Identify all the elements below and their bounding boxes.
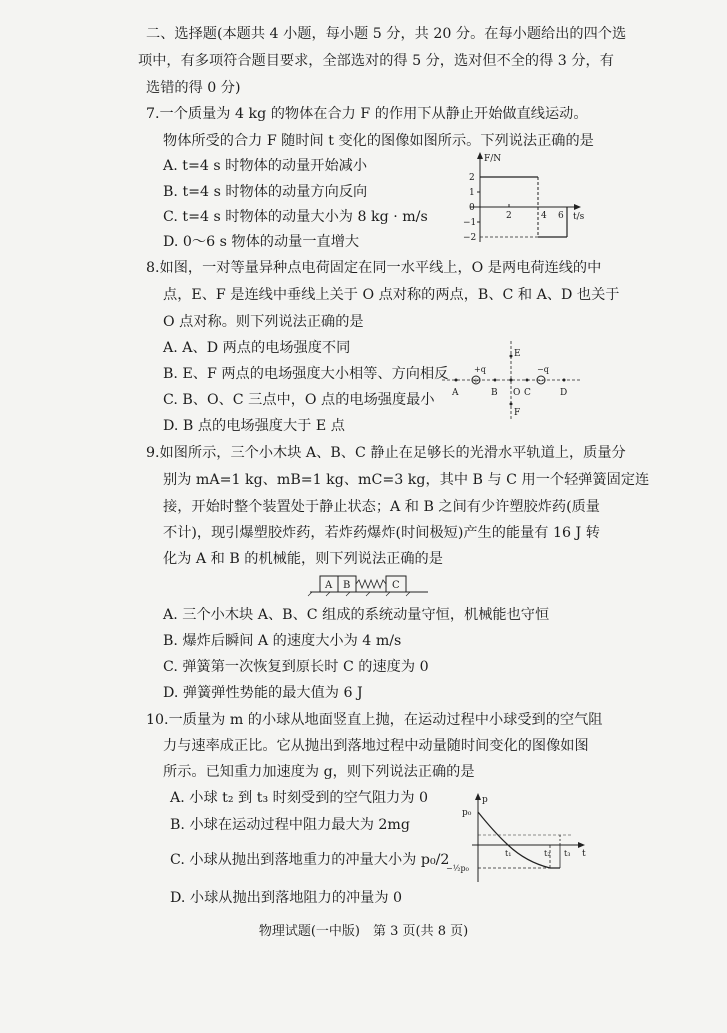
q10-stem-2: 力与速率成正比。它从抛出到落地过程中动量随时间变化的图像如图 [163,738,589,754]
q8-option-a: A. A、D 两点的电场强度不同 [163,340,351,356]
q7-stem-2: 物体所受的合力 F 随时间 t 变化的图像如图所示。下列说法正确的是 [163,133,594,149]
q9-block-a: A [325,580,333,591]
svg-text:−: − [538,377,544,385]
q7-x-axis-label: t/s [573,212,585,222]
q8-point-o: O [513,388,521,398]
q9-blocks-diagram [310,572,430,598]
q8-point-e: E [514,349,521,359]
q8-option-d: D. B 点的电场强度大于 E 点 [163,418,345,434]
q8-point-f: F [514,408,521,418]
q9-option-b: B. 爆炸后瞬间 A 的速度大小为 4 m/s [163,633,402,649]
q7-x-tick-4: 4 [541,211,547,221]
q10-stem-1: 10.一质量为 m 的小球从地面竖直上抛，在运动过程中小球受到的空气阻 [146,712,603,728]
q7-x-tick-2: 2 [506,211,512,221]
page-footer: 物理试题(一中版) 第 3 页(共 8 页) [258,924,469,939]
q7-y-tick-2: 2 [469,173,475,183]
q10-option-c: C. 小球从抛出到落地重力的冲量大小为 p₀/2 [170,852,450,868]
q8-option-b: B. E、F 两点的电场强度大小相等、方向相反 [163,366,449,382]
q10-momentum-time-graph [446,790,590,890]
q8-point-a: A [452,388,459,398]
svg-text:+: + [473,377,479,385]
q8-point-c: C [524,388,531,398]
q10-y-axis-label: p [482,795,488,805]
q7-y-tick-neg1: −1 [463,218,477,228]
q9-block-b: B [343,580,351,591]
q8-point-d: D [560,388,568,398]
q10-p0-label: p₀ [462,808,472,818]
q8-stem-3: O 点对称。则下列说法正确的是 [163,314,364,330]
q9-stem-4: 不计)，现引爆塑胶炸药，若炸药爆炸(时间极短)产生的能量有 16 J 转 [163,525,600,541]
q8-stem-2: 点，E、F 是连线中垂线上关于 O 点对称的两点，B、C 和 A、D 也关于 [163,287,620,303]
q10-t2-label: t₂ [544,849,551,858]
q7-y-tick-0: 0 [469,203,475,213]
q9-block-c: C [392,580,400,591]
q8-point-b: B [491,388,498,398]
q10-x-axis-label: t [582,849,586,859]
q7-x-tick-6: 6 [558,211,564,221]
q9-stem-2: 别为 mA=1 kg、mB=1 kg、mC=3 kg，其中 B 与 C 用一个轻弹簧固定连 [163,472,650,488]
q7-y-tick-1: 1 [469,188,475,198]
q8-charge-diagram [440,336,590,426]
q7-stem-1: 7.一个质量为 4 kg 的物体在合力 F 的作用下从静止开始做直线运动。 [146,106,588,122]
q10-stem-3: 所示。已知重力加速度为 g，则下列说法正确的是 [163,764,475,780]
section-header-line-3: 选错的得 0 分) [146,80,241,96]
q9-stem-5: 化为 A 和 B 的机械能，则下列说法正确的是 [163,551,443,567]
q7-option-a: A. t=4 s 时物体的动量开始减小 [163,158,368,174]
q9-stem-3: 接，开始时整个装置处于静止状态；A 和 B 之间有少许塑胶炸药(质量 [163,499,600,515]
q10-option-b: B. 小球在运动过程中阻力最大为 2mg [170,817,410,833]
q9-option-d: D. 弹簧弹性势能的最大值为 6 J [163,685,363,701]
q7-option-d: D. 0～6 s 物体的动量一直增大 [163,234,360,250]
q7-force-time-graph [460,152,590,252]
q8-option-c: C. B、O、C 三点中，O 点的电场强度最小 [163,392,435,408]
q8-label-plus-q: +q [474,365,486,374]
q8-label-minus-q: −q [537,365,549,374]
q9-option-a: A. 三个小木块 A、B、C 组成的系统动量守恒，机械能也守恒 [163,607,550,623]
q7-y-tick-neg2: −2 [463,233,477,243]
q10-t3-label: t₃ [564,849,571,858]
q10-neg-half-p0-label: −½p₀ [446,864,469,873]
q9-stem-1: 9.如图所示，三个小木块 A、B、C 静止在足够长的光滑水平轨道上，质量分 [146,445,626,461]
section-header-line-2: 项中，有多项符合题目要求，全部选对的得 5 分，选对但不全的得 3 分，有 [138,53,614,69]
q7-y-axis-label: F/N [484,154,502,164]
q7-option-c: C. t=4 s 时物体的动量大小为 8 kg · m/s [163,209,428,225]
q10-t1-label: t₁ [505,849,512,858]
section-header-line-1: 二、选择题(本题共 4 小题，每小题 5 分，共 20 分。在每小题给出的四个选 [146,26,627,42]
q7-option-b: B. t=4 s 时物体的动量方向反向 [163,184,368,200]
q8-stem-1: 8.如图，一对等量异种点电荷固定在同一水平线上，O 是两电荷连线的中 [146,260,602,276]
q10-option-a: A. 小球 t₂ 到 t₃ 时刻受到的空气阻力为 0 [170,790,429,806]
q10-option-d: D. 小球从抛出到落地阻力的冲量为 0 [170,890,403,906]
q9-option-c: C. 弹簧第一次恢复到原长时 C 的速度为 0 [163,659,429,675]
